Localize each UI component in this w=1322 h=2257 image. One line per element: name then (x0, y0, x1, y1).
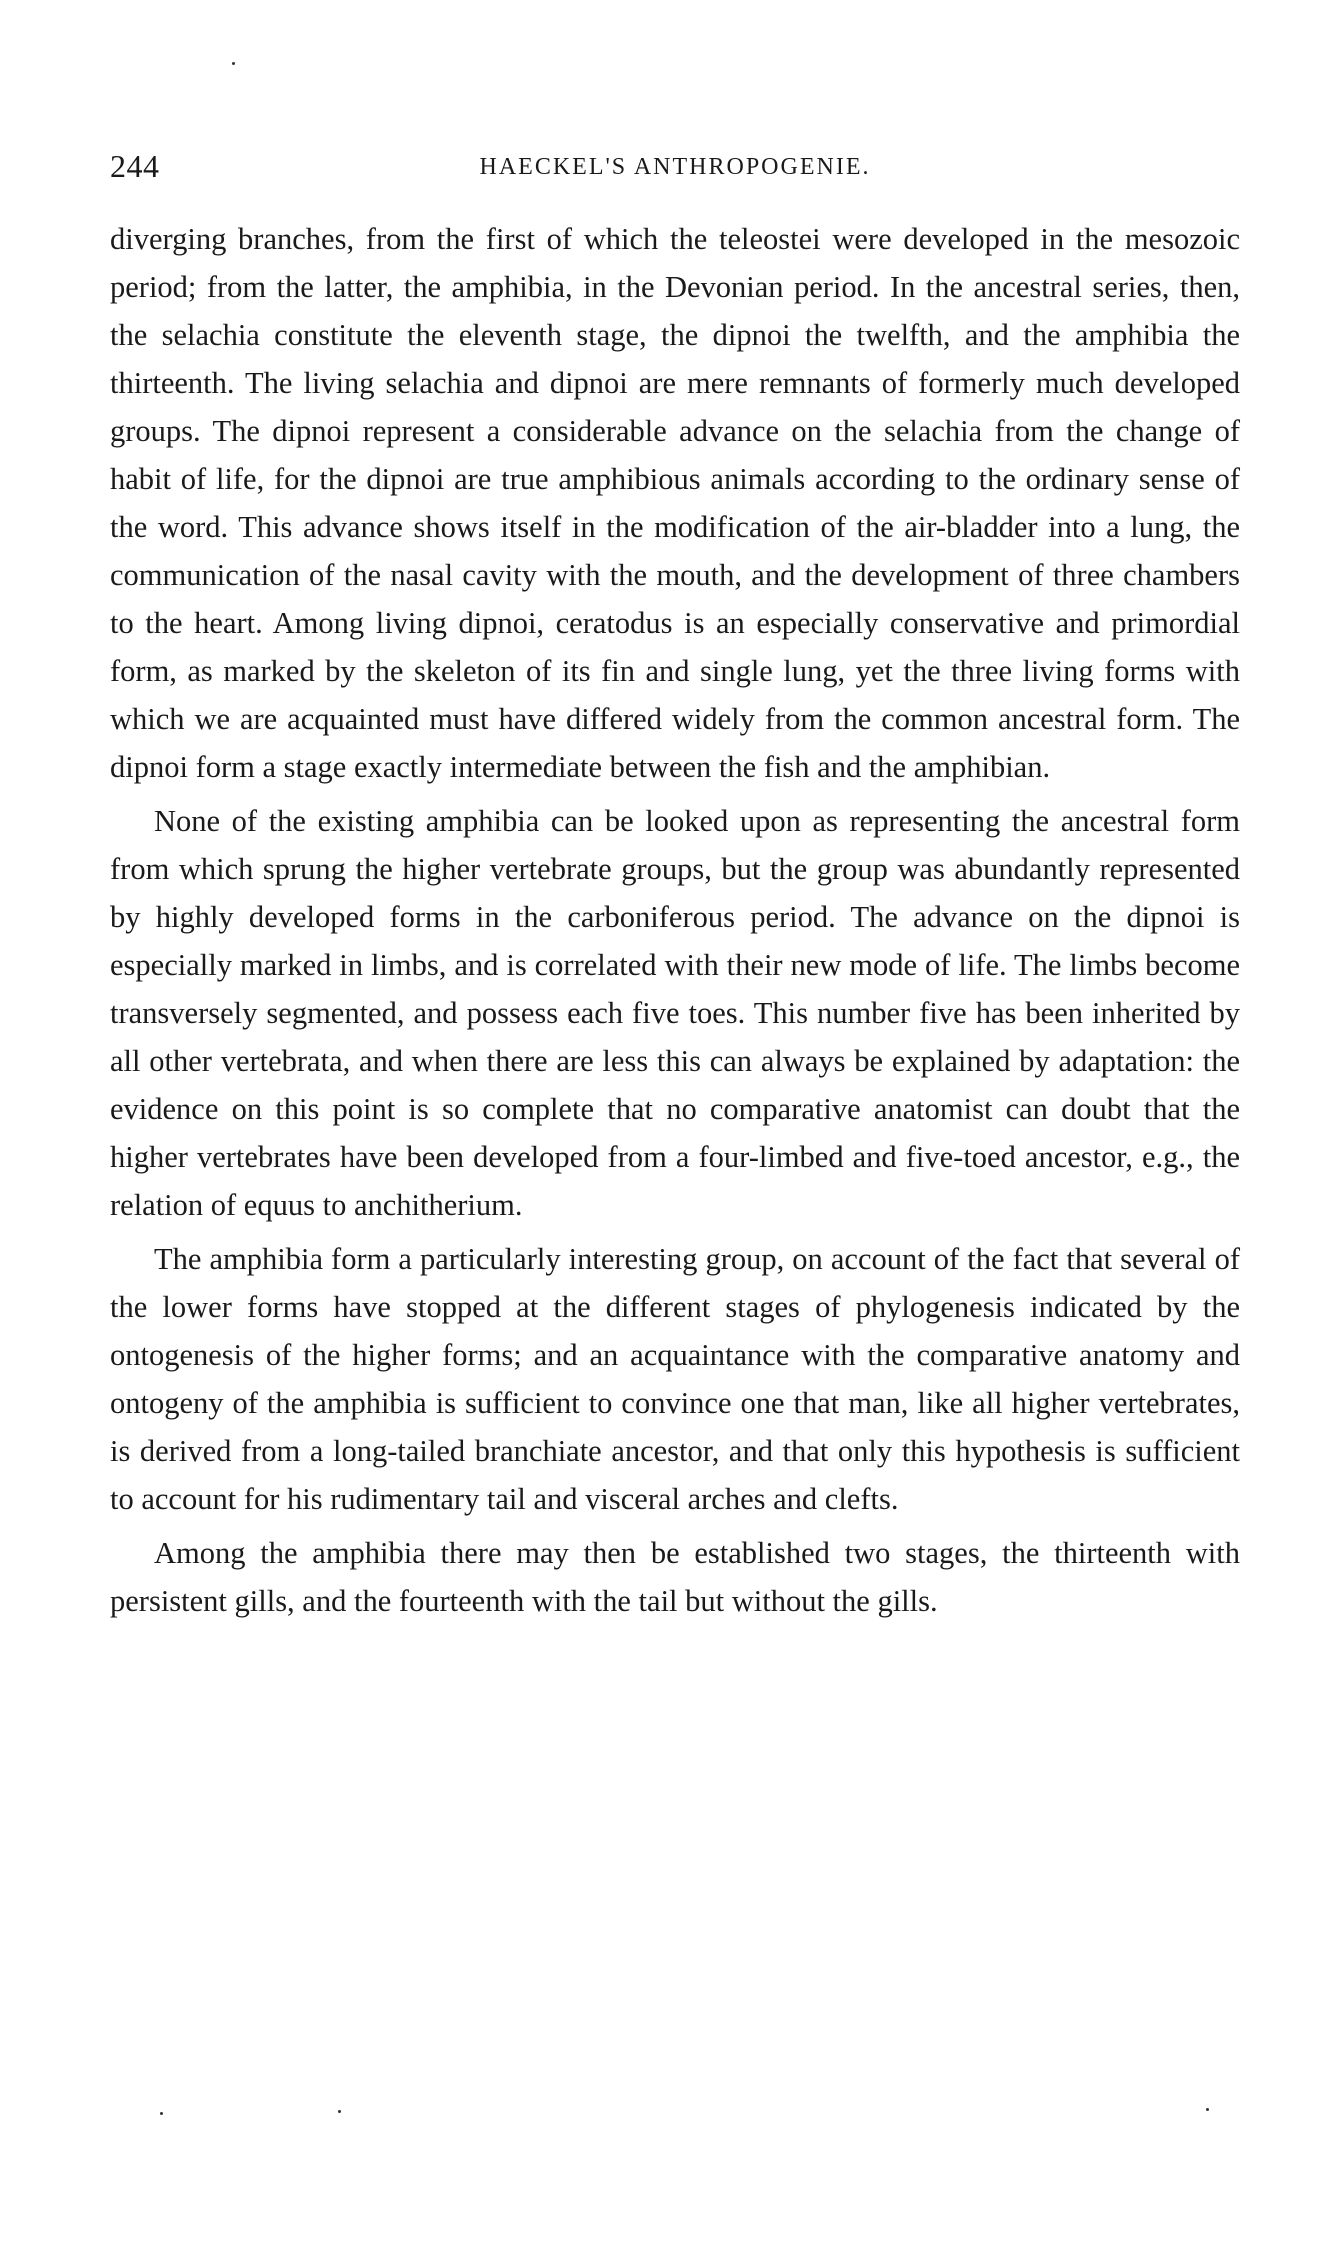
paragraph-1: diverging branches, from the first of which the teleostei were developed in the mesozoic period; from the latter, the amphibia, in the Devonian period. In the ancestral series, then, the selachia constitute the eleventh stage, the dipnoi the twelfth, and the amphibia the thirteenth. The living selachia and dipnoi are mere remnants of formerly much developed groups. The dipnoi represent a considerable advance on the selachia from the change of habit of life, for the dipnoi are true amphibious animals according to the ordinary sense of the word. This advance shows itself in the modification of the air-bladder into a lung, the communication of the nasal cavity with the mouth, and the development of three chambers to the heart. Among living dipnoi, ceratodus is an especially conservative and primordial form, as marked by the skeleton of its fin and single lung, yet the three living forms with which we are acquainted must have differed widely from the common ancestral form. The dipnoi form a stage exactly intermediate between the fish and the amphibian. (110, 222, 1240, 784)
paragraph-3: The amphibia form a particularly interesting group, on account of the fact that several of the lower forms have stopped at the different stages of phylogenesis indicated by the ontogenesis of the higher forms; and an acquaintance with the comparative anatomy and ontogeny of the amphibia is sufficient to convince one that man, like all higher vertebrates, is derived from a long-tailed branchiate ancestor, and that only this hypothesis is sufficient to account for his rudimentary tail and visceral arches and clefts. (110, 1242, 1240, 1516)
page-header (110, 148, 1240, 188)
scan-speck (232, 62, 235, 65)
paragraph-4: Among the amphibia there may then be established two stages, the thirteenth with persistent gills, and the fourteenth with the tail but without the gills. (110, 1536, 1240, 1618)
scan-speck (1206, 2108, 1209, 2111)
running-head: HAECKEL'S ANTHROPOGENIE. (479, 154, 871, 180)
page-number: 244 (110, 148, 160, 184)
paragraph-2: None of the existing amphibia can be looked upon as representing the ancestral form from which sprung the higher vertebrate groups, but the group was abundantly represented by highly developed forms in the carboniferous period. The advance on the dipnoi is especially marked in limbs, and is correlated with their new mode of life. The limbs become transversely segmented, and possess each five toes. This number five has been inherited by all other vertebrata, and when there are less this can always be explained by adaptation: the evidence on this point is so complete that no comparative anatomist can doubt that the higher vertebrates have been developed from a four-limbed and five-toed ancestor, e.g., the relation of equus to anchitherium. (110, 804, 1240, 1222)
scan-speck (160, 2112, 163, 2115)
body-text (110, 215, 1240, 1625)
scan-speck (338, 2110, 341, 2113)
